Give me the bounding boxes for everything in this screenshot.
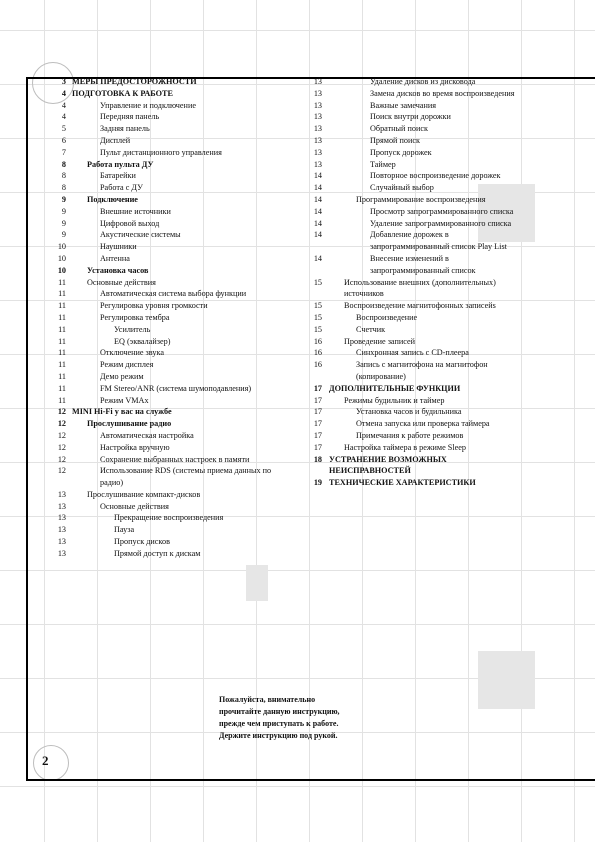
toc-entry-title: Прямой поиск <box>370 135 420 145</box>
toc-entry-title: Добавление дорожек в <box>370 230 449 240</box>
toc-entry <box>36 454 300 466</box>
toc-entry-title: Подключение <box>87 194 138 204</box>
toc-entry <box>36 548 300 560</box>
toc-entry-title: Отключение звука <box>100 348 164 358</box>
toc-entry <box>298 100 538 112</box>
toc-page-number: 10 <box>57 253 66 263</box>
toc-entry <box>36 430 300 442</box>
toc-entry-title: УСТРАНЕНИЕ ВОЗМОЖНЫХ <box>329 454 447 464</box>
toc-page-number: 11 <box>58 383 66 393</box>
toc-entry-title: Повторное воспроизведение дорожек <box>370 171 501 181</box>
toc-page-number: 3 <box>61 77 66 86</box>
toc-entry <box>36 359 300 371</box>
toc-entry <box>36 265 300 277</box>
frame-left-rule <box>26 77 28 781</box>
toc-page-number: 16 <box>313 336 322 346</box>
toc-entry <box>298 371 538 383</box>
toc-entry-title: Цифровой выход <box>100 218 160 228</box>
toc-entry-title: Синхронная запись с CD-плеера <box>356 348 469 358</box>
toc-entry <box>298 182 538 194</box>
toc-entry-title: Удаление дисков из дисковода <box>370 77 476 86</box>
toc-page-number: 18 <box>313 454 322 464</box>
toc-page-number: 13 <box>313 77 322 86</box>
toc-entry <box>298 359 538 371</box>
toc-entry <box>298 288 538 300</box>
toc-right-column <box>298 76 538 489</box>
note-line: прежде чем приступать к работе. <box>219 719 339 728</box>
toc-page-number: 11 <box>58 395 66 405</box>
toc-entry <box>36 218 300 230</box>
toc-entry <box>36 442 300 454</box>
toc-page-number: 12 <box>57 466 66 476</box>
toc-entry-title: Использование внешних (дополнительных) <box>344 277 496 287</box>
toc-page-number: 13 <box>313 159 322 169</box>
toc-entry-title: ТЕХНИЧЕСКИЕ ХАРАКТЕРИСТИКИ <box>329 478 476 488</box>
toc-entry-title: Отмена запуска или проверка таймера <box>356 419 490 429</box>
toc-entry <box>36 312 300 324</box>
note-line: прочитайте данную инструкцию, <box>219 707 340 716</box>
toc-entry-title: Установка часов и будильника <box>356 407 462 417</box>
toc-entry-title: Поиск внутри дорожки <box>370 112 451 122</box>
toc-page-number: 12 <box>57 442 66 452</box>
toc-page-number: 9 <box>61 230 66 240</box>
toc-entry-title: НЕИСПРАВНОСТЕЙ <box>329 466 411 476</box>
toc-entry <box>36 465 300 477</box>
toc-page-number: 13 <box>57 489 66 499</box>
toc-page-number: 6 <box>61 135 66 145</box>
toc-entry <box>298 418 538 430</box>
corner-circle-bottom <box>33 745 69 781</box>
toc-entry <box>36 536 300 548</box>
toc-entry-title: Дисплей <box>100 135 131 145</box>
toc-entry <box>36 395 300 407</box>
toc-page-number: 13 <box>313 112 322 122</box>
toc-page-number: 9 <box>61 206 66 216</box>
toc-entry <box>36 300 300 312</box>
toc-entry-title: Внесение изменений в <box>370 253 449 263</box>
toc-entry <box>36 111 300 123</box>
toc-entry-title: Запись с магнитофона на магнитофон <box>356 360 488 370</box>
toc-entry <box>298 265 538 277</box>
toc-entry-title: Удаление запрограммированного списка <box>370 218 512 228</box>
toc-entry <box>298 406 538 418</box>
toc-entry-title: Автоматическая система выбора функции <box>100 289 247 299</box>
gray-square <box>246 565 268 601</box>
toc-entry <box>36 159 300 171</box>
toc-entry-title: Автоматическая настройка <box>100 430 194 440</box>
frame-bottom-rule <box>26 779 595 781</box>
toc-entry-title: Внешние источники <box>100 206 171 216</box>
toc-entry <box>36 76 300 88</box>
toc-entry <box>36 288 300 300</box>
toc-entry <box>298 123 538 135</box>
toc-entry <box>298 465 538 477</box>
toc-page-number: 15 <box>313 301 322 311</box>
toc-entry <box>36 88 300 100</box>
instruction-note <box>219 694 340 742</box>
toc-entry-title: Программирование воспроизведения <box>356 194 486 204</box>
toc-entry <box>298 229 538 241</box>
toc-page-number: 11 <box>58 371 66 381</box>
toc-entry <box>36 100 300 112</box>
toc-entry-title: Использование RDS (системы приема данных по <box>100 466 272 476</box>
toc-entry <box>36 418 300 430</box>
toc-page-number: 4 <box>61 88 66 98</box>
toc-page-number: 14 <box>313 230 322 240</box>
toc-entry-title: Основные действия <box>100 501 169 511</box>
toc-entry <box>36 501 300 513</box>
toc-entry <box>298 253 538 265</box>
toc-entry <box>298 135 538 147</box>
toc-page-number: 11 <box>58 301 66 311</box>
toc-page-number: 13 <box>313 147 322 157</box>
toc-page-number: 11 <box>58 324 66 334</box>
toc-entry-title: Работа с ДУ <box>100 183 143 193</box>
toc-entry-title: Установка часов <box>87 265 149 275</box>
toc-page-number: 16 <box>313 348 322 358</box>
toc-entry-title: Задняя панель <box>100 124 150 134</box>
toc-entry-title: Демо режим <box>100 371 144 381</box>
toc-page-number: 14 <box>313 171 322 181</box>
toc-page-number: 17 <box>313 430 322 440</box>
toc-entry <box>36 277 300 289</box>
toc-entry <box>298 277 538 289</box>
toc-entry <box>298 241 538 253</box>
toc-page-number: 13 <box>313 100 322 110</box>
toc-entry <box>36 135 300 147</box>
note-line: Держите инструкцию под рукой. <box>219 731 338 740</box>
toc-entry-title: Антенна <box>100 253 130 263</box>
toc-entry-title: Важные замечания <box>370 100 437 110</box>
toc-entry-title: Настройка таймера в режиме Sleep <box>344 442 466 452</box>
toc-entry <box>36 182 300 194</box>
toc-entry <box>36 371 300 383</box>
toc-entry <box>298 206 538 218</box>
toc-entry <box>298 383 538 395</box>
toc-entry <box>298 454 538 466</box>
toc-entry-title: Обратный поиск <box>370 124 428 134</box>
toc-page-number: 11 <box>58 336 66 346</box>
toc-entry <box>36 512 300 524</box>
toc-page-number: 13 <box>313 88 322 98</box>
toc-page-number: 14 <box>313 253 322 263</box>
toc-entry-title: Прослушивание радио <box>87 419 172 429</box>
toc-entry <box>298 88 538 100</box>
toc-entry <box>36 241 300 253</box>
toc-entry <box>36 206 300 218</box>
toc-entry-title: Прекращение воспроизведения <box>114 513 224 523</box>
toc-entry <box>298 194 538 206</box>
toc-entry <box>36 489 300 501</box>
toc-entry <box>36 406 300 418</box>
toc-page-number: 12 <box>57 407 66 417</box>
toc-page-number: 14 <box>313 183 322 193</box>
grid-line <box>0 624 595 625</box>
toc-page-number: 15 <box>313 312 322 322</box>
toc-page-number: 17 <box>313 383 322 393</box>
toc-entry-title: МЕРЫ ПРЕДОСТОРОЖНОСТИ <box>72 77 197 86</box>
toc-entry-title: Проведение записей <box>344 336 415 346</box>
toc-entry-title: Регулировка тембра <box>100 312 170 322</box>
toc-entry-title: запрограммированный список Play List <box>370 242 507 252</box>
toc-page-number: 17 <box>313 419 322 429</box>
toc-entry-title: Пропуск дорожек <box>370 147 432 157</box>
toc-entry-title: запрограммированный список <box>370 265 476 275</box>
toc-page-number: 7 <box>61 147 66 157</box>
toc-entry-title: FM Stereo/ANR (система шумоподавления) <box>100 383 252 393</box>
toc-page-number: 8 <box>61 171 66 181</box>
toc-entry-title: Просмотр запрограммированного списка <box>370 206 514 216</box>
toc-entry <box>36 477 300 489</box>
toc-entry <box>36 383 300 395</box>
toc-page-number: 12 <box>57 419 66 429</box>
toc-entry <box>298 76 538 88</box>
toc-entry <box>298 430 538 442</box>
toc-page-number: 17 <box>313 407 322 417</box>
toc-entry <box>36 253 300 265</box>
toc-entry-title: Режим дисплея <box>100 360 154 370</box>
toc-page-number: 4 <box>61 100 66 110</box>
toc-page-number: 19 <box>313 478 322 488</box>
toc-entry-title: Прямой доступ к дискам <box>114 548 201 558</box>
toc-entry <box>36 123 300 135</box>
toc-entry <box>36 194 300 206</box>
toc-entry-title: Режим VMAx <box>100 395 149 405</box>
toc-page-number: 14 <box>313 206 322 216</box>
toc-page-number: 9 <box>61 194 66 204</box>
toc-page-number: 14 <box>313 218 322 228</box>
toc-entry <box>36 147 300 159</box>
toc-entry <box>298 111 538 123</box>
page-number: 2 <box>42 753 49 768</box>
toc-entry-title: MINI Hi-Fi у вас на службе <box>72 407 172 417</box>
toc-entry <box>298 477 538 489</box>
toc-entry <box>298 442 538 454</box>
toc-entry-title: Примечания к работе режимов <box>356 430 464 440</box>
toc-page-number: 14 <box>313 194 322 204</box>
toc-entry-title: Случайный выбор <box>370 183 434 193</box>
toc-entry-title: Настройка вручную <box>100 442 170 452</box>
toc-page-number: 11 <box>58 289 66 299</box>
toc-entry <box>36 336 300 348</box>
toc-entry-title: Воспроизведение <box>356 312 418 322</box>
toc-entry-title: Режимы будильник и таймер <box>344 395 445 405</box>
toc-entry-title: Управление и подключение <box>100 100 196 110</box>
toc-page-number: 17 <box>313 442 322 452</box>
toc-entry-title: Счетчик <box>356 324 386 334</box>
toc-entry-title: радио) <box>100 478 124 488</box>
toc-entry-title: Пульт дистанционного управления <box>100 147 222 157</box>
toc-entry <box>36 324 300 336</box>
toc-entry-title: Пропуск дисков <box>114 537 170 547</box>
toc-left-column <box>36 76 300 560</box>
toc-page-number: 4 <box>61 112 66 122</box>
toc-entry <box>298 170 538 182</box>
toc-page-number: 15 <box>313 324 322 334</box>
toc-page-number: 13 <box>313 124 322 134</box>
toc-entry <box>36 347 300 359</box>
toc-entry <box>298 147 538 159</box>
toc-entry-title: ПОДГОТОВКА К РАБОТЕ <box>72 88 173 98</box>
toc-page-number: 5 <box>61 124 66 134</box>
toc-entry-title: Пауза <box>114 525 135 535</box>
toc-page-number: 15 <box>313 277 322 287</box>
toc-entry <box>298 312 538 324</box>
toc-entry <box>298 324 538 336</box>
toc-page-number: 11 <box>58 348 66 358</box>
toc-page-number: 13 <box>57 501 66 511</box>
grid-line <box>0 570 595 571</box>
toc-entry <box>298 336 538 348</box>
grid-line <box>574 0 575 842</box>
toc-entry-title: Таймер <box>370 159 396 169</box>
toc-entry-title: Наушники <box>100 242 137 252</box>
toc-page-number: 13 <box>313 135 322 145</box>
toc-page-number: 10 <box>57 242 66 252</box>
toc-page-number: 10 <box>57 265 66 275</box>
toc-page-number: 13 <box>57 525 66 535</box>
toc-entry-title: Регулировка уровня громкости <box>100 301 208 311</box>
toc-entry-title: Воспроизведение магнитофонных записейs <box>344 301 496 311</box>
toc-entry-title: источников <box>344 289 384 299</box>
toc-page-number: 13 <box>57 537 66 547</box>
toc-entry-title: (копирование) <box>356 371 406 381</box>
toc-entry <box>298 395 538 407</box>
toc-page-number: 11 <box>58 312 66 322</box>
toc-page-number: 11 <box>58 360 66 370</box>
toc-entry-title: Передняя панель <box>100 112 160 122</box>
toc-entry-title: Прослушивание компакт-дисков <box>87 489 201 499</box>
toc-entry <box>298 218 538 230</box>
grid-line <box>0 30 595 31</box>
toc-entry <box>298 300 538 312</box>
toc-page-number: 9 <box>61 218 66 228</box>
note-line: Пожалуйста, внимательно <box>219 695 316 704</box>
toc-entry <box>298 347 538 359</box>
toc-entry <box>36 170 300 182</box>
toc-page-number: 16 <box>313 360 322 370</box>
grid-line <box>0 786 595 787</box>
toc-entry <box>36 229 300 241</box>
toc-page-number: 17 <box>313 395 322 405</box>
toc-entry-title: Замена дисков во время воспроизведения <box>370 88 515 98</box>
toc-entry-title: Усилитель <box>114 324 151 334</box>
toc-page-number: 12 <box>57 430 66 440</box>
toc-entry-title: ДОПОЛНИТЕЛЬНЫЕ ФУНКЦИИ <box>329 383 461 393</box>
toc-page-number: 8 <box>61 159 66 169</box>
toc-page-number: 8 <box>61 183 66 193</box>
toc-entry-title: EQ (эквалайзер) <box>114 336 171 346</box>
toc-page-number: 13 <box>57 548 66 558</box>
toc-page-number: 13 <box>57 513 66 523</box>
toc-entry <box>298 159 538 171</box>
toc-page-number: 12 <box>57 454 66 464</box>
toc-entry-title: Акустические системы <box>100 230 181 240</box>
gray-square <box>478 651 535 709</box>
toc-entry-title: Работа пульта ДУ <box>87 159 154 169</box>
toc-page-number: 11 <box>58 277 66 287</box>
toc-entry-title: Основные действия <box>87 277 156 287</box>
toc-entry <box>36 524 300 536</box>
toc-entry-title: Батарейки <box>100 171 136 181</box>
toc-entry-title: Сохранение выбранных настроек в памяти <box>100 454 250 464</box>
